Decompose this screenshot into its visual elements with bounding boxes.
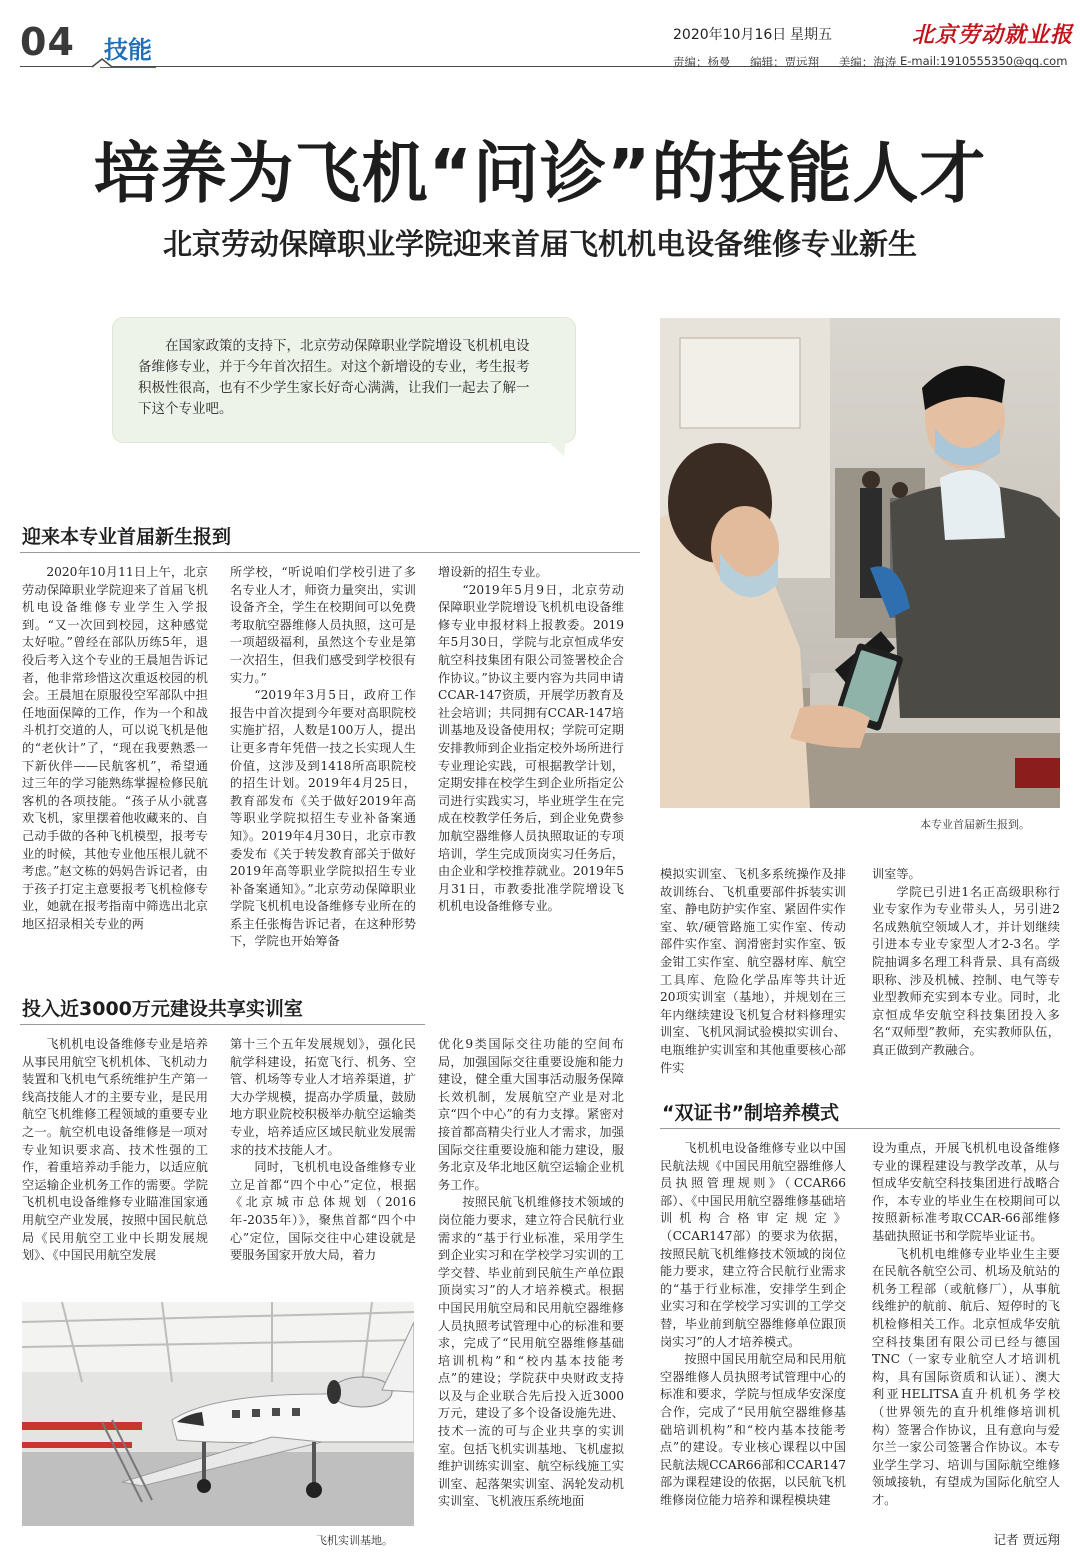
section2-column-4 — [660, 866, 846, 1077]
section-heading-new-students: 迎来本专业首届新生报到 — [22, 526, 232, 548]
section-rule — [20, 1024, 425, 1025]
section-tag: 技能 — [100, 30, 156, 68]
article-subheadline: 北京劳动保障职业学院迎来首届飞机机电设备维修专业新生 — [162, 227, 917, 261]
section-rule — [660, 1128, 1060, 1129]
paragraph: 2020年10月11日上午，北京劳动保障职业学院迎来了首届飞机机电设备维修专业学生入学报到。“又一次回到校园，这种感觉太好啦。”曾经在部队历练5年，退役后考入这个专业的王晨旭告诉记者，他非常珍惜这次重返校园的机会。王晨旭在原服役空军部队中担任地面保障的工作，作为一个和战斗机打交道的人，可以说飞机是他的“老伙计”了，“现在我要熟悉一下新伙伴——民航客机”，希望通过三年的学习能熟练掌握检修民航客机的各项技能。“孩子从小就喜欢飞机，家里摆着他收藏来的、自己动手做的各种飞机模型，报考专业的时候，其他专业他压根儿就不考虑。”赵文栋的妈妈告诉记者，由于孩子打定主意要报考飞机检修专业，她就在报考指南中筛选出北京地区招录相关专业的两 — [22, 565, 208, 931]
editor-credit: 美编：海涛 — [838, 55, 897, 69]
page-number: 04 — [20, 20, 75, 64]
paragraph: 同时，飞机机电设备维修专业立足首都“四个中心”定位，根据《北京城市总体规划（2016年-2035年）》，聚焦首都“四个中心”定位，国际交往中心建设就是要服务国家开放大局，着力 — [230, 1160, 416, 1263]
issue-date: 2020年10月16日 — [673, 27, 787, 43]
section1-column-1 — [22, 564, 208, 933]
section2-column-2 — [230, 1036, 416, 1265]
paragraph: 学院已引进1名正高级职称行业专家作为专业带头人，另引进2名成熟航空领域人才，并计划继续引进本专业专家型人才2-3名。学院抽调多名理工科背景、具有高级职称、涉及机械、控制、电气等专业型教师充实到本专业。同时，北京恒成华安航空科技集团投入多名“双师型”教师，充实教师队伍，真正做到产教融合。 — [872, 884, 1060, 1057]
paragraph: 第十三个五年发展规划》，强化民航学科建设，拓宽飞行、机务、空管、机场等专业人才培养渠道，扩大办学规模，提高办学质量，鼓励地方职业院校积极举办航空运输类专业，培养适应区域民航业发展需求的技术技能人才。 — [230, 1037, 416, 1157]
paragraph: 飞机机电设备维修专业以中国民航法规《中国民用航空器维修人员执照管理规则》（CCAR66部）、《中国民用航空器维修基础培训机构合格审定规定》（CCAR147部）的要求为依据，按照民航飞机维修技术领域的岗位能力要求，建立符合民航行业需求的“基于行业标准，安排学生到企业实习和在学校学习实训的工学交替，毕业前到航空器维修单位跟顶岗实习”的人才培养模式。 — [660, 1141, 846, 1349]
photo-caption-hangar: 飞机实训基地。 — [316, 1534, 393, 1547]
paragraph: 飞机机电维修专业毕业生主要在民航各航空公司、机场及航站的机务工程部（或航修厂），从事航线维护的航前、航后、短停时的飞机检修相关工作。北京恒成华安航空科技集团有限公司已经与德国TNC（一家专业航空人才培训机构，具有国际资质和认证）、澳大利亚HELITSA直升机机务学校（世界领先的直升机维修培训机构）签署合作协议，且有意向与爱尔兰一家公司签署合作协议。本专业学生学习、培训与国际航空维修领域接轨，有望成为国际化航空人才。 — [872, 1246, 1060, 1507]
contact-email[interactable]: E-mail:1910555350@qq.com — [900, 54, 1068, 68]
section2-column-3 — [438, 1036, 624, 1511]
section-heading-dual-certificate: “双证书”制培养模式 — [662, 1102, 839, 1124]
section3-column-2 — [872, 1140, 1060, 1509]
section2-column-1 — [22, 1036, 208, 1265]
paragraph: 按照民航飞机维修技术领域的岗位能力要求，建立符合民航行业需求的“基于行业标准，采用学生到企业实习和在学校学习实训的工学交替、毕业前到民航生产单位跟顶岗实习”的人才培养模式。根据中国民用航空局和民用航空器维修人员执照考试管理中心的标准和要求，完成了“民用航空器维修基础培训机构”和“校内基本技能考点”的建设；学院获中央财政支持以及与企业联合先后投入近3000万元，建设了多个设备设施先进、技术一流的可与企业共享的实训室。包括飞机实训基地、飞机虚拟维护训练实训室、航空标线施工实训室、起落架实训室、涡轮发动机实训室、飞机液压系统地面 — [438, 1195, 624, 1509]
paragraph: 模拟实训室、飞机多系统操作及排故训练台、飞机重要部件拆装实训室、静电防护实作室、紧固件实作室、软/硬管路施工实作室、传动部件实作室、润滑密封实作室、钣金钳工实作室、航空器材库、航空工具库、危险化学品库等共计近20项实训室（基地），并规划在三年内继续建设飞机复合材料修理实训室、飞机风洞试验模拟实训台、电瓶维护实训室和其他重要核心部件实 — [660, 867, 846, 1075]
section1-column-2 — [230, 564, 416, 951]
section-heading-training-rooms: 投入近3000万元建设共享实训室 — [22, 998, 303, 1020]
paragraph: “2019年5月9日，北京劳动保障职业学院增设飞机机电设备维修专业申报材料上报教委。2019年5月30日，学院与北京恒成华安航空科技集团有限公司签署校企合作协议。”协议主要内容为共同申请CCAR-147资质，开展学历教育及社会培训；共同拥有CCAR-147培训基地及设备使用权；学院可定期安排教师到企业指定校外场所进行专业理论实践，可根据教学计划，定期安排在校学生到企业所指定公司进行实践实习，毕业班学生在完成在校教学任务后，到企业免费参加航空器维修人员执照取证的专项培训，学生完成顶岗实习任务后，由企业和学校推荐就业。2019年5月31日，市教委批准学院增设飞机机电设备维修专业。 — [438, 582, 624, 914]
paragraph: 增设新的招生专业。 — [438, 565, 548, 579]
paragraph: “2019年3月5日，政府工作报告中首次提到今年要对高职院校实施扩招，人数是100万人，提出让更多青年凭借一技之长实现人生价值，这涉及到1418所高职院校的招生计划。2019年4月25日，教育部发布《关于做好2019年高等职业学院拟招生专业补备案通知》。2019年4月30日，北京市教委发布《关于转发教育部关于做好2019年高等职业学院拟招生专业补备案通知》。”北京劳动保障职业学院飞机机电设备维修专业所在的系主任张梅告诉记者，在这种形势下，学院也开始筹备 — [230, 688, 416, 949]
masthead-logo: 北京劳动就业报 — [912, 22, 1074, 48]
paragraph: 设为重点，开展飞机机电设备维修专业的课程建设与教学改革，从与恒成华安航空科技集团进行战略合作，本专业的毕业生在校期间可以按照新标准考取CCAR-66部维修基础执照证书和学院毕业证书。 — [872, 1141, 1060, 1243]
editor-credits — [673, 54, 912, 70]
speech-tail-icon — [540, 438, 570, 458]
reporter-byline: 记者 贾远翔 — [993, 1532, 1060, 1547]
editor-credit: 责编：杨曼 — [673, 55, 731, 69]
paragraph: 优化9类国际交往功能的空间布局，加强国际交往重要设施和能力建设，健全重大国事活动服务保障长效机制，发展航空产业是对北京“四个中心”的有力支撑。紧密对接首都高精尖行业人才需求，加强国际交往重要设施和能力建设，服务北京及华北地区航空运输企业机务工作。 — [438, 1037, 624, 1192]
paragraph: 训室等。 — [872, 867, 921, 881]
photo-caption-registration: 本专业首届新生报到。 — [920, 818, 1030, 831]
section3-column-1 — [660, 1140, 846, 1509]
section1-column-3 — [438, 564, 624, 916]
registration-photo — [660, 318, 1060, 808]
paragraph: 所学校，“听说咱们学校引进了多名专业人才，师资力量突出，实训设备齐全，学生在校期间可以免费考取航空器维修人员执照，这可是一项超级福利，虽然这个专业是第一次招生，但我们感受到学校很有实力。” — [230, 565, 416, 685]
aircraft-hangar-photo — [22, 1302, 414, 1526]
header-notch-icon — [92, 58, 112, 70]
section-rule — [20, 552, 640, 553]
section2-column-5 — [872, 866, 1060, 1060]
editor-credit: 编辑：贾远翔 — [750, 55, 820, 69]
intro-text: 在国家政策的支持下，北京劳动保障职业学院增设飞机机电设备维修专业，并于今年首次招生。对这个新增设的专业，考生报考积极性很高，也有不少学生家长好奇心满满，让我们一起去了解一下这个专业吧。 — [138, 338, 530, 417]
paragraph: 飞机机电设备维修专业是培养从事民用航空飞机机体、飞机动力装置和飞机电气系统维护生产第一线高技能人才的主要专业，是民用航空飞机维修工程领域的重要专业之一。航空机电设备维修是一项对专业知识要求高、技术性强的工作，着重培养动手能力，以适应航空运输企业机务工作的需要。学院飞机机电设备维修专业瞄准国家通用航空产业发展，按照中国民航总局《民用航空工业中长期发展规划》、《中国民用航空发展 — [22, 1037, 208, 1263]
paragraph: 按照中国民用航空局和民用航空器维修人员执照考试管理中心的标准和要求，学院与恒成华安深度合作，完成了“民用航空器维修基础培训机构”和“校内基本技能考点”的建设。专业核心课程以中国民航法规CCAR66部和CCAR147部为课程建设的依据，以民航飞机维修岗位能力培养和课程模块建 — [660, 1352, 846, 1507]
article-headline: 培养为飞机“问诊”的技能人才 — [93, 135, 987, 212]
issue-weekday: 星期五 — [790, 27, 832, 43]
